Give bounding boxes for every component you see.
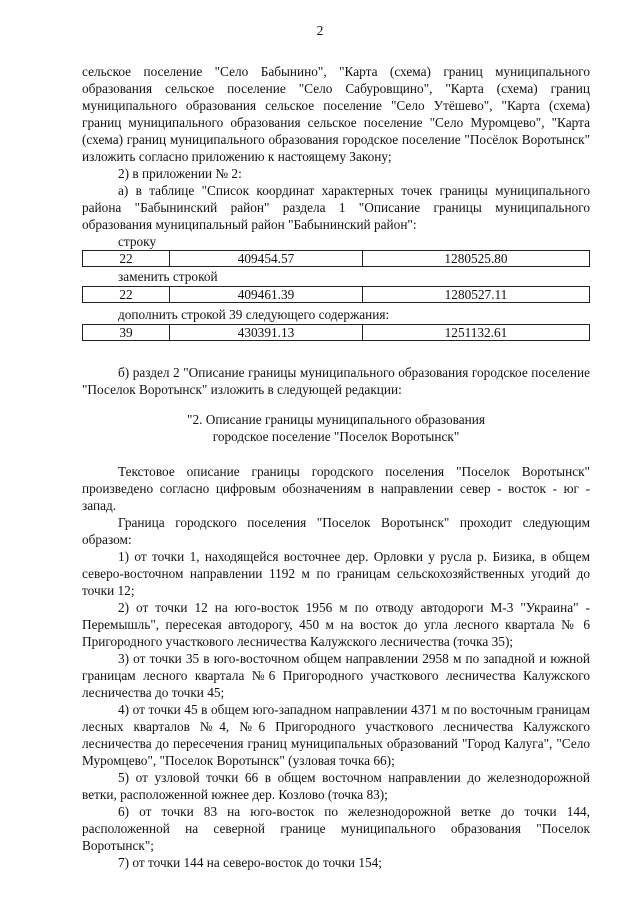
- table-cell: 409461.39: [170, 287, 363, 302]
- text-line: 4) от точки 45 в общем юго-западном направлении 4371 м по восточным: [118, 702, 533, 717]
- table-cell: 1251132.61: [444, 325, 508, 340]
- heading-line: "2. Описание границы муниципального образования: [187, 412, 485, 427]
- text-line: Перемышль", пересекая автодорогу, 450 м на восток до угла лесного квартала № 6: [82, 617, 590, 632]
- text-line: образования сельское поселение "Село Сабуровщино", "Карта (схема) границ: [82, 81, 590, 96]
- table-row: [82, 324, 590, 341]
- point-paragraph-2: [82, 599, 590, 650]
- text-line: образом:: [82, 532, 132, 547]
- item-2: 2) в приложении № 2:: [118, 166, 242, 181]
- text-line: произведено согласно цифровым обозначениям в направлении север - восток - юг -: [82, 481, 590, 496]
- table-cell: 1280525.80: [444, 251, 508, 266]
- point-paragraph-1: [82, 548, 590, 599]
- text-line: сельское поселение "Село Бабынино", "Карта (схема) границ муниципального: [82, 64, 590, 79]
- text-line: южной границам лесного квартала №6 Пригородного участкового лесничества: [82, 651, 591, 683]
- text-line: Воротынск";: [82, 838, 154, 853]
- point-paragraph-6: [82, 803, 590, 854]
- text-line: 1) от точки 1, находящейся восточнее дер. Орловки у русла р. Бизика, в общем: [118, 549, 590, 564]
- table-cell: 39: [83, 325, 170, 340]
- table-cell: 430391.13: [170, 325, 363, 340]
- page-number: 2: [316, 23, 324, 38]
- point-paragraph-5: [82, 769, 590, 803]
- text-line: б) раздел 2 "Описание границы муниципального образования городское: [118, 365, 528, 380]
- text-line: (схема) границ муниципального образования городское поселение "Посёлок: [82, 132, 518, 147]
- text-line: 7) от точки 144 на северо-восток до точки 154;: [118, 855, 382, 870]
- text-line: Калужского лесничества до пересечения границ муниципальных образований "Город: [82, 719, 590, 751]
- text-line: Граница городского поселения "Поселок Воротынск" проходит следующим: [118, 515, 590, 530]
- table-cell: 1280527.11: [444, 287, 508, 302]
- text-line: а) в таблице "Список координат характерных точек границы муниципального: [118, 183, 590, 198]
- text-line: района "Бабынинский район" раздела 1 "Описание границы муниципального: [82, 200, 590, 215]
- text-line: Текстовое описание границы городского поселения "Поселок Воротынск": [118, 464, 590, 479]
- text-line: 5) от узловой точки 66 в общем восточном направлении до железнодорожной: [118, 770, 590, 785]
- table-row: [82, 250, 590, 267]
- section-heading: [82, 411, 590, 445]
- text-line: северо-восточном направлении 1192 м по границам сельскохозяйственных угодий до: [82, 566, 590, 581]
- text-line: Калужского лесничества до точки 45;: [82, 668, 590, 700]
- table-cell: 409454.57: [170, 251, 363, 266]
- table-cell: 22: [83, 251, 170, 266]
- text-line: поселение "Поселок Воротынск" изложить в следующей редакции:: [82, 365, 591, 397]
- route-paragraph: [82, 514, 590, 548]
- item-a-paragraph: [82, 182, 590, 233]
- table-cell: 22: [83, 287, 170, 302]
- text-line: образования муниципальный район "Бабынинский район":: [82, 217, 417, 232]
- description-paragraph: [82, 463, 590, 514]
- text-line: границам лесных кварталов №4, №6 Пригородного участкового лесничества: [82, 702, 590, 734]
- text-line: Пригородного участкового лесничества Калужского лесничества (точка 35);: [82, 634, 514, 649]
- text-line: запад.: [82, 498, 117, 513]
- item-b-paragraph: [82, 364, 590, 398]
- text-line: муниципального образования сельское поселение "Село Утёшево", "Карта (схема): [82, 98, 590, 113]
- text-line: границ муниципального образования сельское поселение "Село Муромцево", "Карта: [82, 115, 590, 130]
- text-line: Калуга", "Село Муромцево", "Поселок Воротынск" (узловая точка 66);: [82, 736, 591, 768]
- text-line: ветки, расположенной южнее дер. Козлово (точка 83);: [82, 787, 388, 802]
- point-paragraph-7: [82, 854, 590, 871]
- table-label-row: строку: [118, 234, 157, 249]
- text-line: 6) от точки 83 на юго-восток по железнодорожной ветке до точки 144,: [118, 804, 590, 819]
- table-row: [82, 286, 590, 303]
- text-line: 2) от точки 12 на юго-восток 1956 м по отводу автодороги М-3 "Украина" -: [118, 600, 590, 615]
- table-label-add: дополнить строкой 39 следующего содержания:: [118, 307, 390, 322]
- point-paragraph-3: [82, 650, 590, 701]
- heading-line: городское поселение "Поселок Воротынск": [212, 429, 460, 444]
- table-label-replace: заменить строкой: [118, 269, 218, 284]
- text-line: точки 12;: [82, 583, 135, 598]
- intro-paragraph: [82, 63, 590, 165]
- text-line: Воротынск" изложить согласно приложению к настоящему Закону;: [82, 132, 591, 164]
- point-paragraph-4: [82, 701, 590, 769]
- text-line: 3) от точки 35 в юго-восточном общем направлении 2958 м по западной и: [118, 651, 547, 666]
- text-line: расположенной на северной границе муниципального образования "Поселок: [82, 821, 590, 836]
